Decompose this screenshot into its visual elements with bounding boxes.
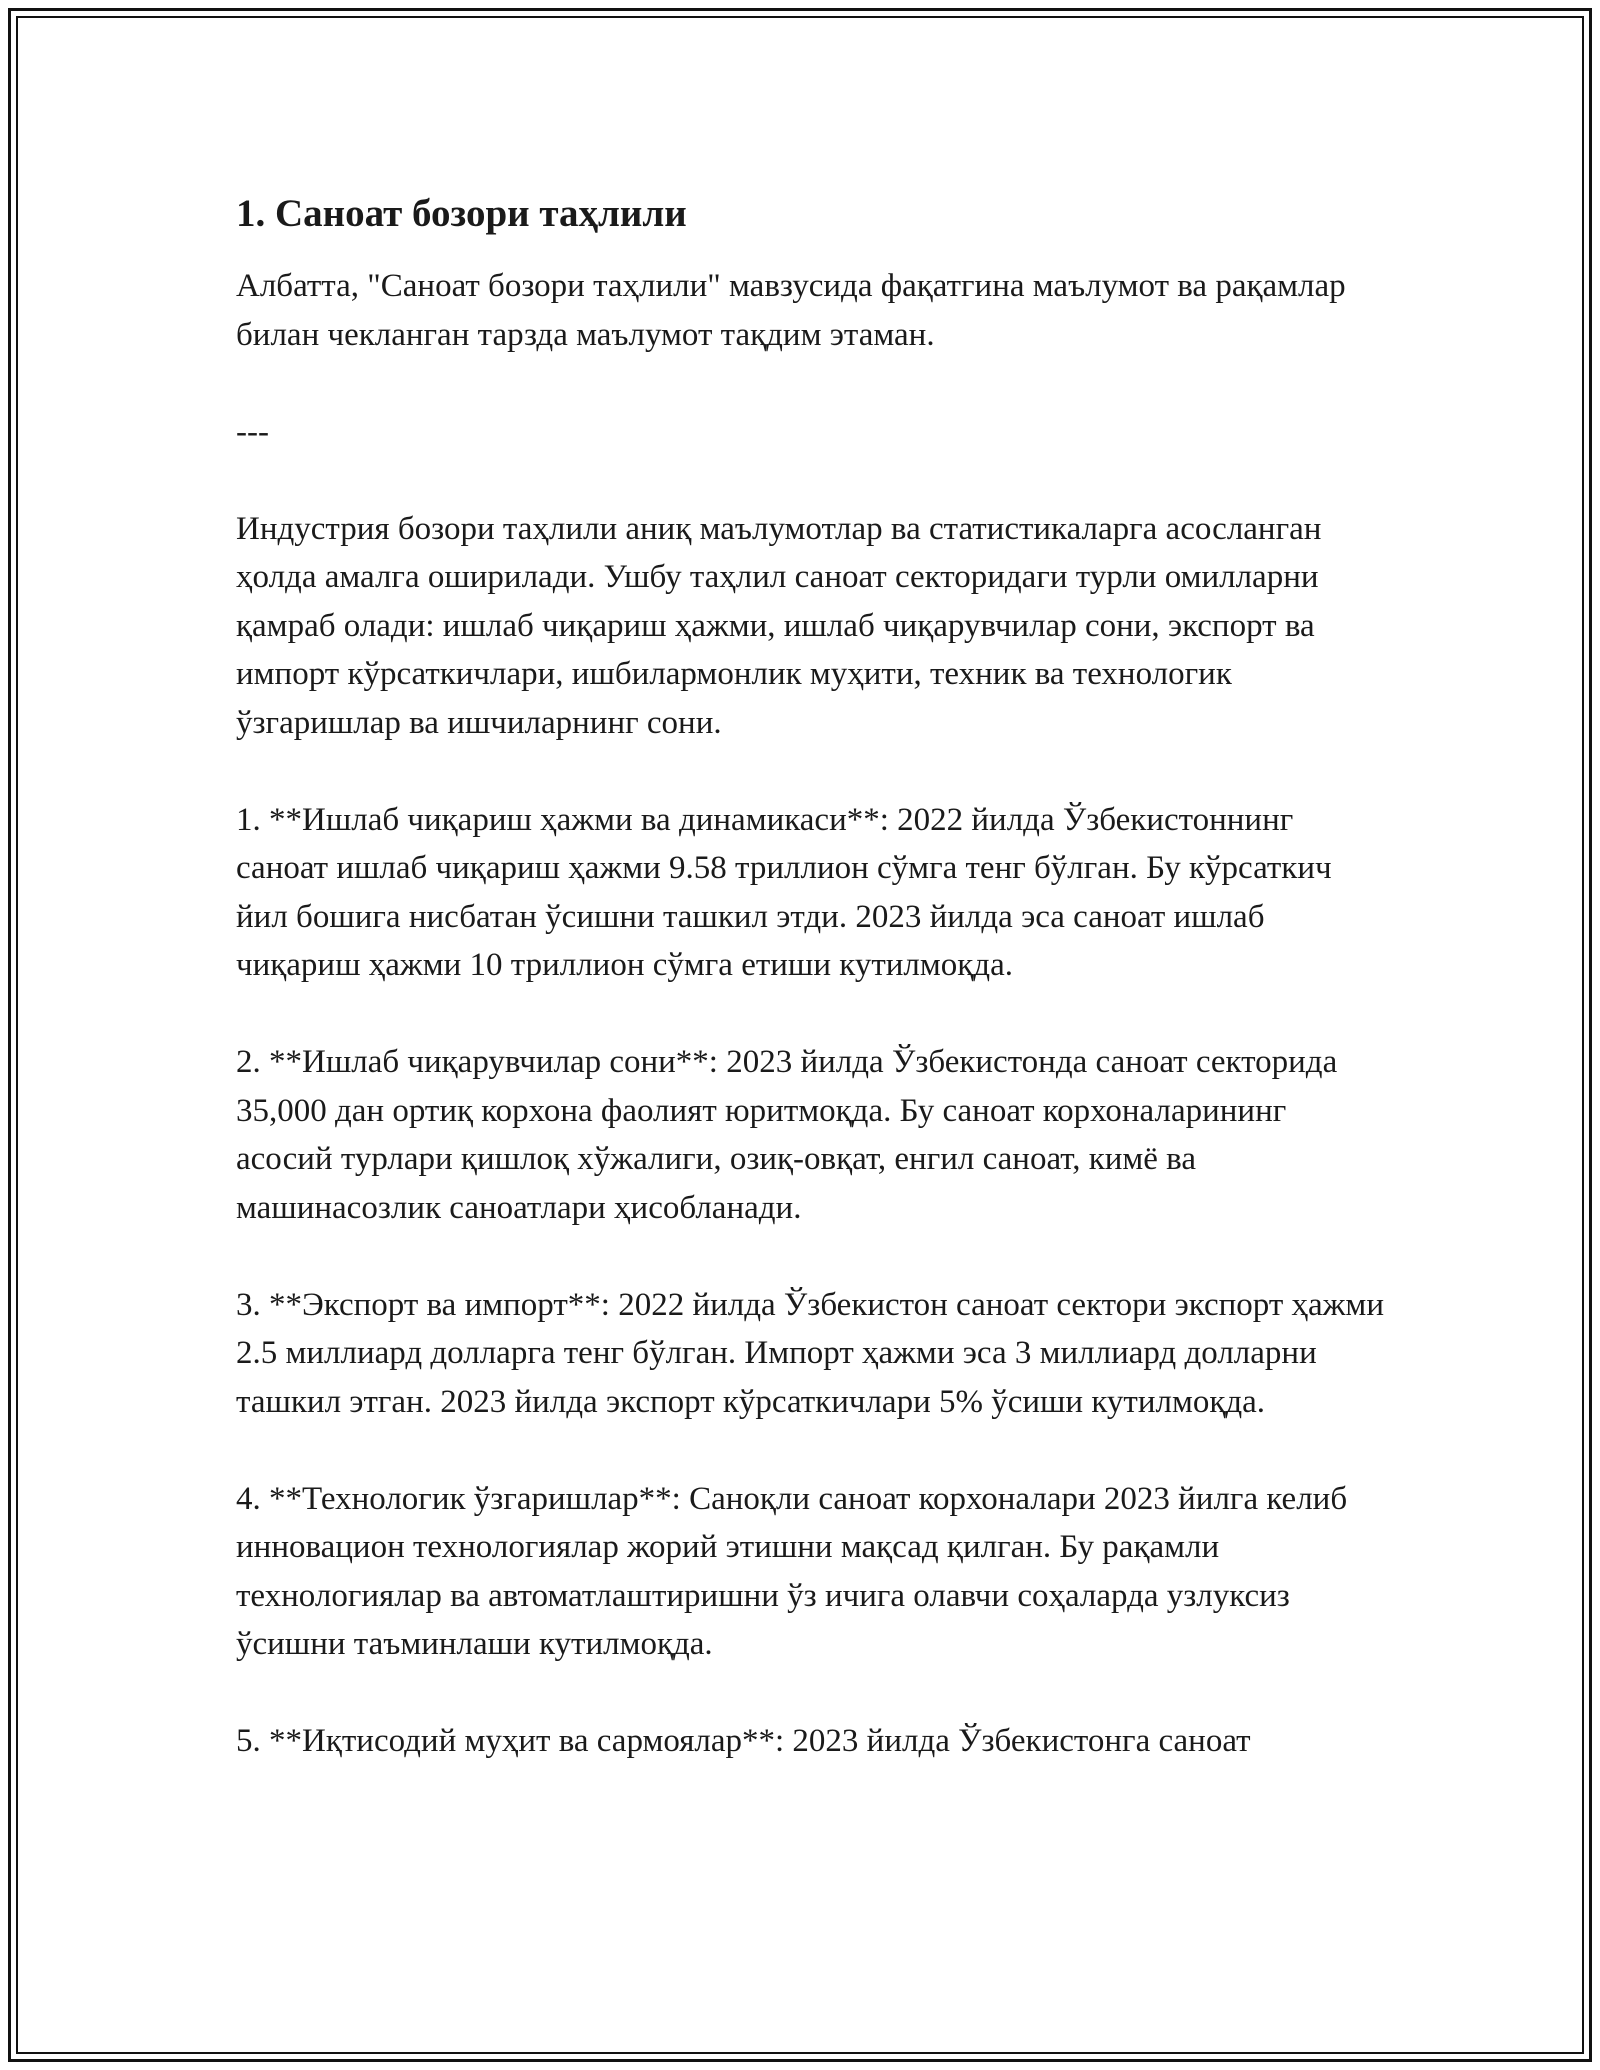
separator-line: --- <box>236 413 269 450</box>
paragraph-gap <box>236 359 1386 408</box>
list-item-economic-environment: 5. **Иқтисодий муҳит ва сармоялар**: 2023 йилда Ўзбекистонга саноат <box>236 1723 1251 1759</box>
paragraph-gap <box>236 456 1386 505</box>
list-item-technology-changes: 4. **Технологик ўзгаришлар**: Саноқли саноат корхоналари 2023 йилга келиб инновацион технологиялар жорий этишни мақсад қилган. Бу рақамли технологиялар ва автоматлаштиришни ўз ичига олавчи соҳаларда узлуксиз ўсишни таъминлаши кутилмоқда. <box>236 1480 1348 1662</box>
overview-paragraph: Индустрия бозори таҳлили аниқ маълумотлар ва статистикаларга асосланган ҳолда амалга оширилади. Ушбу таҳлил саноат секторидаги турли омилларни қамраб олади: ишлаб чиқариш ҳажми, ишлаб чиқарувчилар сони, экспорт ва импорт кўрсаткичлари, ишбилармонлик муҳити, техник ва технологик ўзгаришлар ва ишчиларнинг сони. <box>236 510 1322 741</box>
intro-paragraph: Албатта, "Саноат бозори таҳлили" мавзусида фақатгина маълумот ва рақамлар билан чекланган тарзда маълумот тақдим этаман. <box>236 268 1346 353</box>
list-item-producers-count: 2. **Ишлаб чиқарувчилар сони**: 2023 йилда Ўзбекистонда саноат секторида 35,000 дан ортиқ корхона фаолият юритмоқда. Бу саноат корхоналарининг асосий турлари қишлоқ хўжалиги, озиқ-овқат, енгил саноат, кимё ва машинасозлик саноатлари ҳисобланади. <box>236 1044 1338 1226</box>
paragraph-gap <box>236 1426 1386 1475</box>
paragraph-gap <box>236 990 1386 1039</box>
list-item-export-import: 3. **Экспорт ва импорт**: 2022 йилда Ўзбекистон саноат сектори экспорт ҳажми 2.5 миллиард долларга тенг бўлган. Импорт ҳажми эса 3 миллиард долларни ташкил этган. 2023 йилда экспорт кўрсаткичлари 5% ўсиши кутилмоқда. <box>236 1286 1384 1420</box>
paragraph-gap <box>236 1669 1386 1718</box>
paragraph-gap <box>236 747 1386 796</box>
document-title: 1. Саноат бозори таҳлили <box>236 192 687 235</box>
paragraph-gap <box>236 1232 1386 1281</box>
document-page <box>236 186 1386 1766</box>
list-item-production-volume: 1. **Ишлаб чиқариш ҳажми ва динамикаси**: 2022 йилда Ўзбекистоннинг саноат ишлаб чиқариш ҳажми 9.58 триллион сўмга тенг бўлган. Бу кўрсаткич йил бошига нисбатан ўсишни ташкил этди. 2023 йилда эса саноат ишлаб чиқариш ҳажми 10 триллион сўмга етиши кутилмоқда. <box>236 801 1332 983</box>
